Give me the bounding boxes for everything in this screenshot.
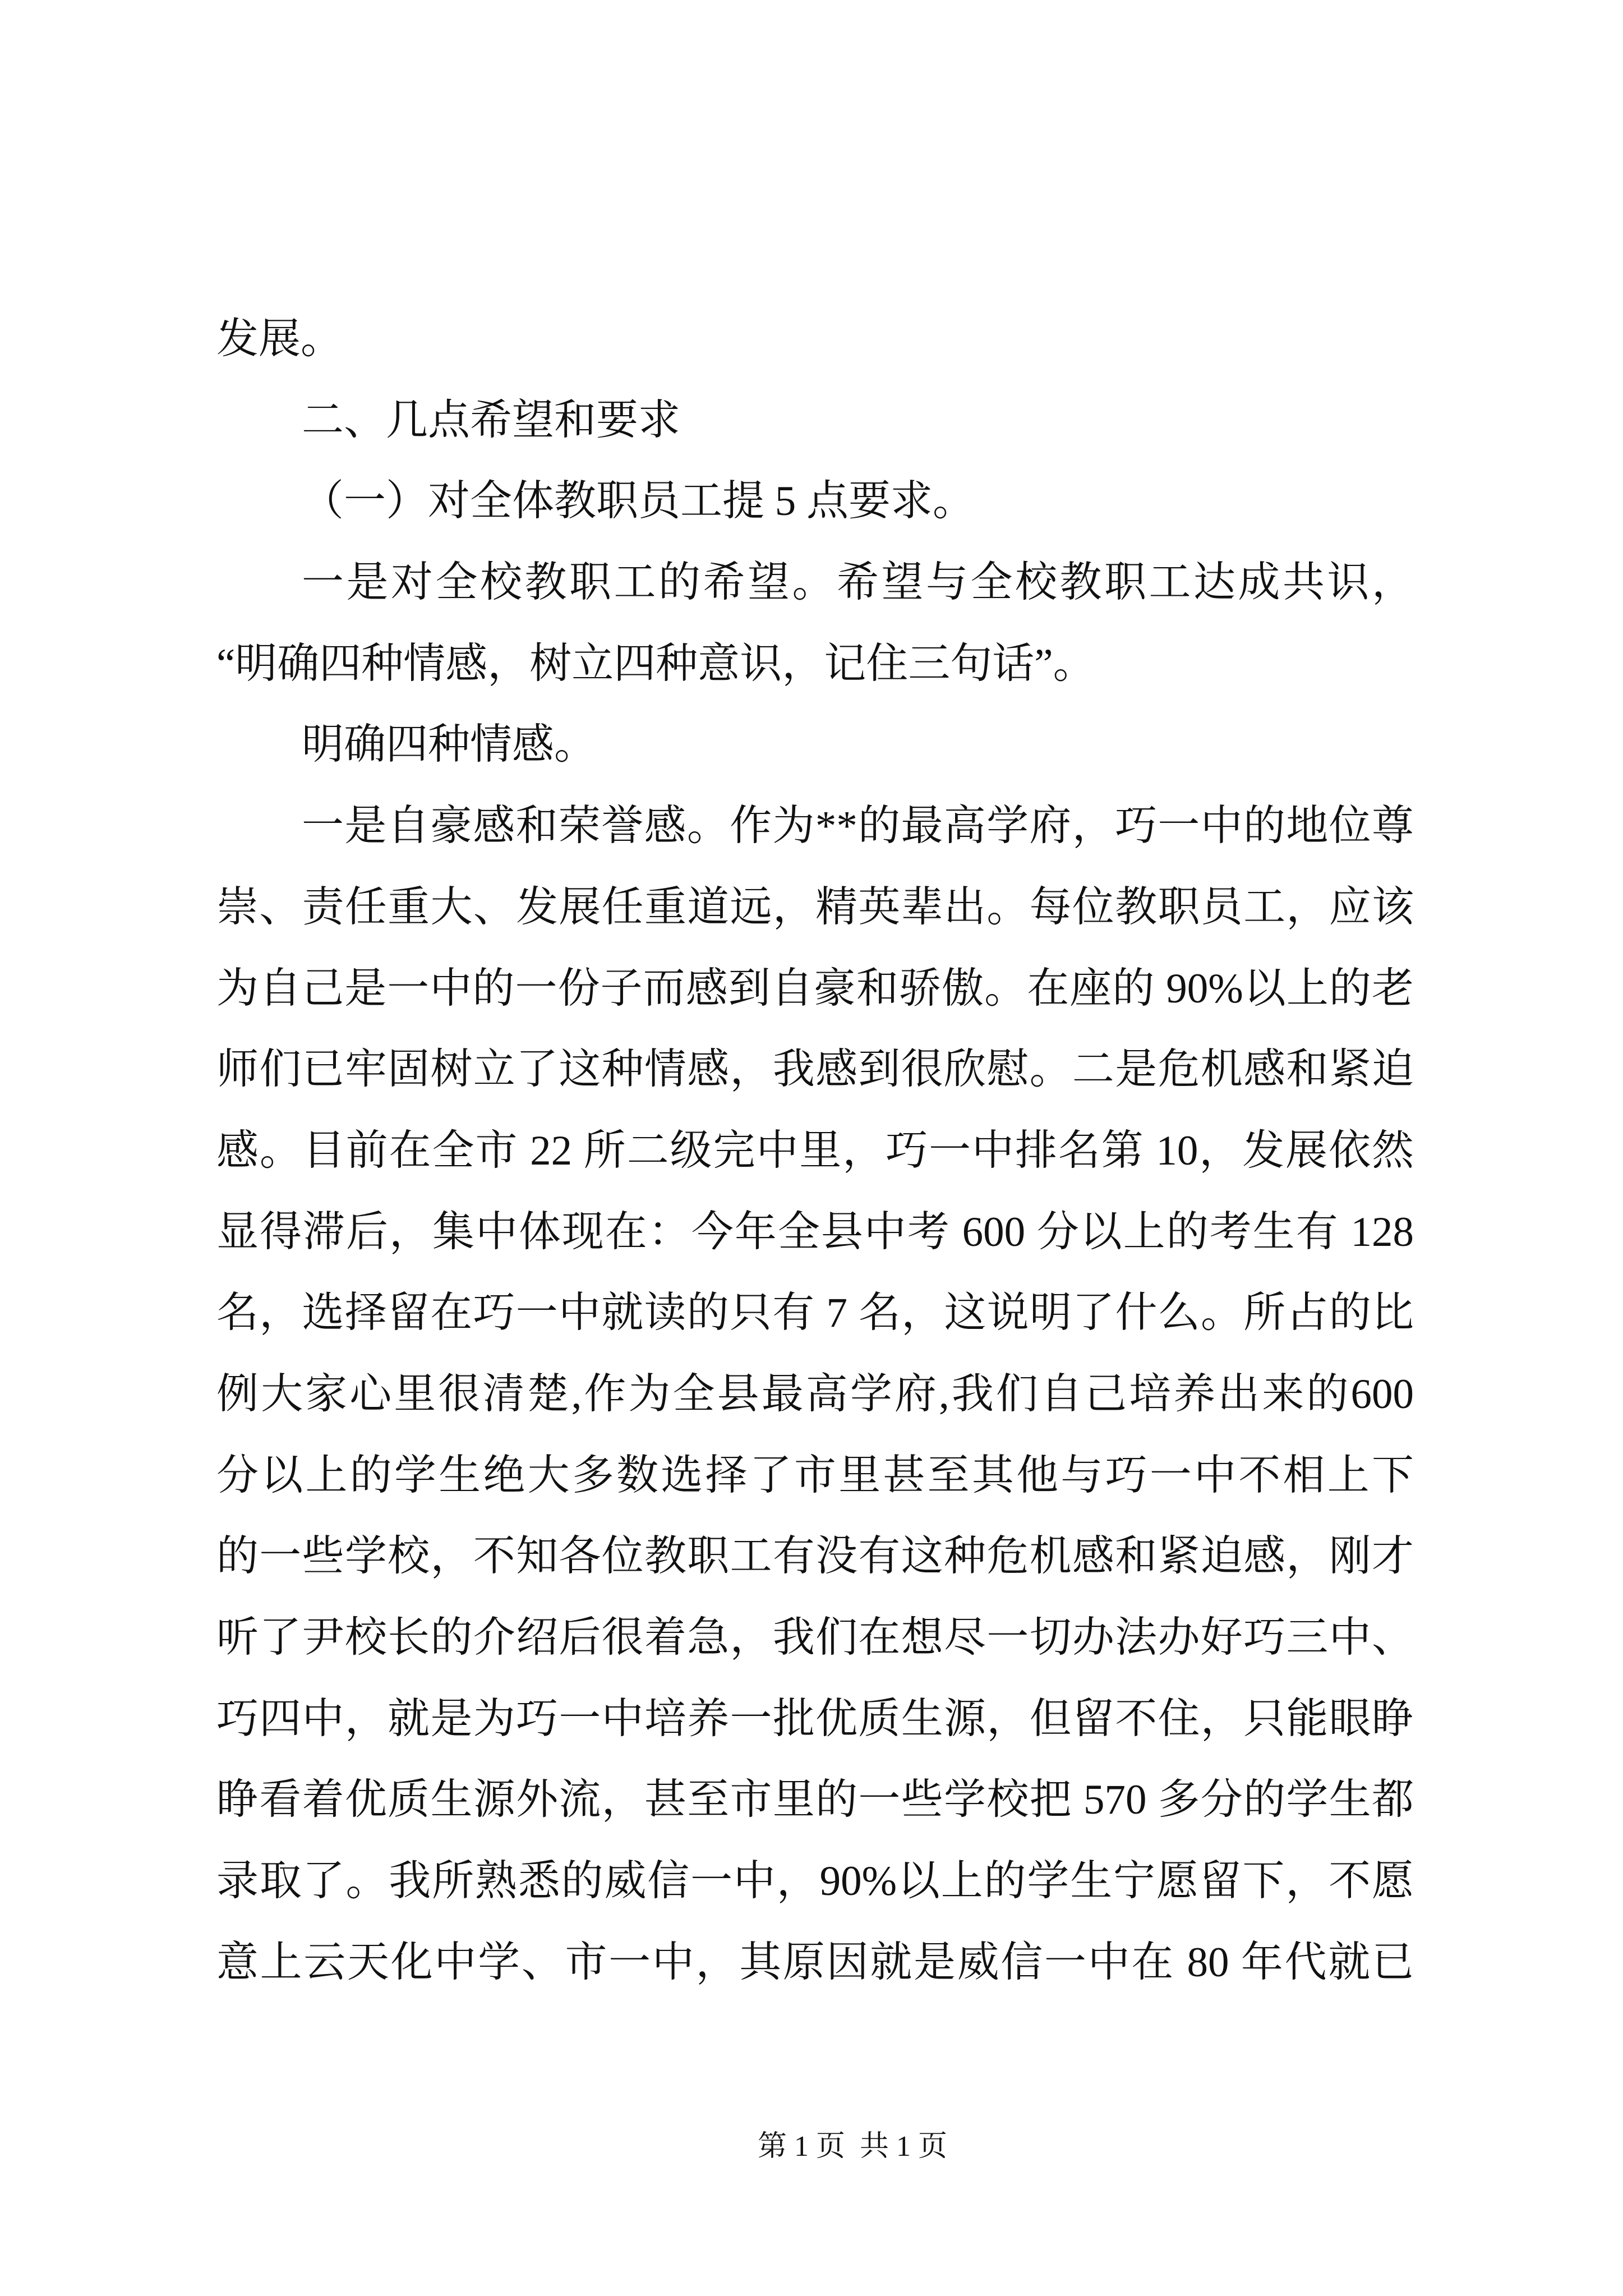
subsection-heading	[216, 461, 1414, 542]
text-line: 感。目前在全市 22 所二级完中里，巧一中排名第 10，发展依然	[216, 1127, 1414, 1174]
text-line: 显得滞后，集中体现在：今年全县中考 600 分以上的考生有 128	[216, 1208, 1414, 1255]
paragraph	[216, 786, 1414, 2003]
text-line: “明确四种情感，树立四种意识，记住三句话”。	[216, 640, 1095, 687]
page-footer: 第 1 页 共 1 页	[757, 2131, 947, 2162]
paragraph	[216, 705, 1414, 786]
text-line: 的一些学校，不知各位教职工有没有这种危机感和紧迫感，刚才	[216, 1533, 1414, 1580]
text-line: 明确四种情感。	[302, 721, 597, 769]
text-line: 发展。	[216, 316, 343, 362]
text-line: 一是对全校教职工的希望。希望与全校教职工达成共识，	[302, 559, 1414, 606]
text-line: 例大家心里很清楚,作为全县最高学府,我们自己培养出来的600	[216, 1370, 1414, 1418]
text-line: 名，选择留在巧一中就读的只有 7 名，这说明了什么。所占的比	[216, 1290, 1414, 1337]
text-line: 为自己是一中的一份子而感到自豪和骄傲。在座的 90%以上的老	[216, 965, 1414, 1012]
section-heading	[216, 380, 1414, 462]
text-line: 师们已牢固树立了这种情感，我感到很欣慰。二是危机感和紧迫	[216, 1046, 1414, 1093]
text-line: 分以上的学生绝大多数选择了市里甚至其他与巧一中不相上下	[216, 1452, 1414, 1499]
paragraph	[216, 299, 1414, 380]
text-line: 巧四中，就是为巧一中培养一批优质生源，但留不住，只能眼睁	[216, 1695, 1414, 1742]
text-line: 听了尹校长的介绍后很着急，我们在想尽一切办法办好巧三中、	[216, 1614, 1414, 1661]
text-line: 睁看着优质生源外流，甚至市里的一些学校把 570 多分的学生都	[216, 1777, 1414, 1824]
text-line: 二、几点希望和要求	[302, 397, 681, 444]
text-line: （一）对全体教职员工提 5 点要求。	[302, 478, 975, 525]
text-line: 录取了。我所熟悉的威信一中，90%以上的学生宁愿留下，不愿	[216, 1858, 1414, 1905]
text-line: 意上云天化中学、市一中，其原因就是威信一中在 80 年代就已	[216, 1939, 1414, 1986]
text-line: 一是自豪感和荣誉感。作为**的最高学府，巧一中的地位尊	[302, 803, 1414, 850]
paragraph	[216, 542, 1414, 705]
text-line: 崇、责任重大、发展任重道远，精英辈出。每位教职员工，应该	[216, 884, 1414, 931]
body-text	[216, 299, 1414, 2003]
